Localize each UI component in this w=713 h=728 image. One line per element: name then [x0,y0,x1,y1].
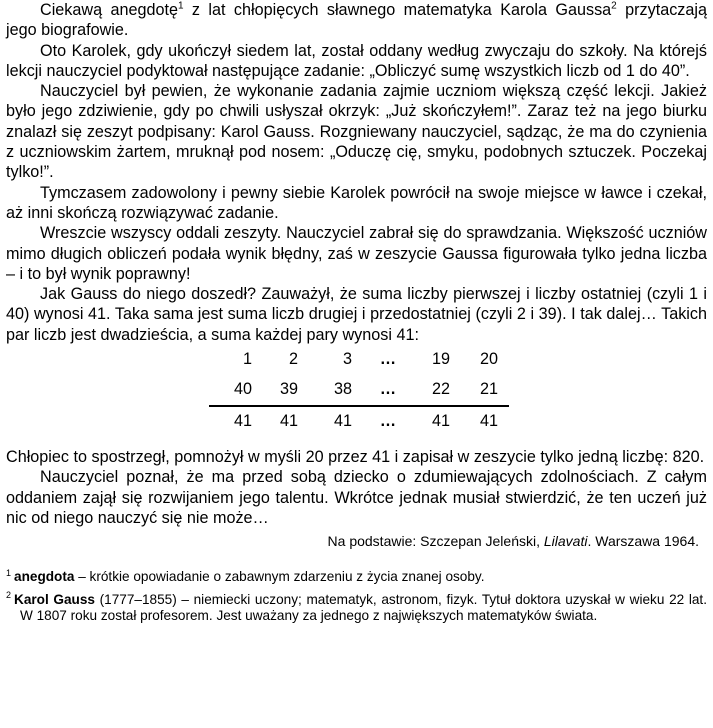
paragraph-5: Wreszcie wszyscy oddali zeszyty. Nauczyciel zabrał się do sprawdzania. Większość uczniów mimo długich obliczeń podała wynik błędny, zaś w zeszycie Gaussa figurowała tylko jedna liczba – i to był wynik poprawny! [6,224,707,283]
paragraph-3: Nauczyciel był pewien, że wykonanie zadania zajmie uczniom większą część lekcji. Jakież było jego zdziwienie, gdy po chwili usłyszał okrzyk: „Już skończyłem!”. Zaraz też na jego biurku znalazł się zeszyt podpisany: Karol Gauss. Rozgniewany nauczyciel, sądząc, że ma do czynienia z uczniowskim żartem, mruknął pod nosem: „Oduczę cię, smyku, podobnych sztuczek. Poczekaj tylko!”. [6,82,707,182]
table-cell: 19 [431,350,450,369]
table-cell: 2 [288,350,298,369]
table-cell: 41 [233,412,252,431]
table-cell-ellipsis: … [379,380,397,399]
footnote-text: (1777–1855) – niemiecki uczony; matematyk, astronom, fizyk. Tytuł doktora uzyskał w wieku 22 lat. W 1807 roku został profesorem. Jest uważany za jednego z największych matematyków świata. [20,591,707,624]
table-cell: 22 [431,380,450,399]
table-row-first [6,349,707,373]
source-suffix: . Warszawa 1964. [587,533,699,550]
footnote-2 [6,592,707,625]
footnote-term: Karol Gauss [14,591,95,607]
paragraph-4: Tymczasem zadowolony i pewny siebie Karolek powrócił na swoje miejsce w ławce i czekał, aż inni skończą rozwiązywać zadanie. [6,183,707,222]
source-citation [6,532,707,551]
table-row-sums [6,411,707,435]
paragraph-7: Chłopiec to spostrzegł, pomnożył w myśli 20 przez 41 i zapisał w zeszycie tylko jedną liczbę: 820. [6,448,705,467]
footnote-ref-2: 2 [611,0,617,12]
paragraph-2: Oto Karolek, gdy ukończył siedem lat, został oddany według zwyczaju do szkoły. Na którejś lekcji nauczyciel podyktował następujące zadanie: „Obliczyć sumę wszystkich liczb od 1 do 40”. [6,41,707,80]
p1-text-a: Ciekawą anegdotę [40,1,178,19]
p1-text-b: z lat chłopięcych sławnego matematyka Karola Gaussa [183,1,612,19]
table-cell: 21 [479,380,498,399]
footnote-ref-1: 1 [177,0,184,12]
footnote-1 [6,569,707,586]
source-title: Lilavati [543,533,588,550]
table-cell: 1 [242,350,252,369]
p1-text-c: przytaczają jego biografowie. [6,1,707,40]
paragraph-8: Nauczyciel poznał, że ma przed sobą dziecko o zdumiewających zdolnościach. Z całym oddaniem zajął się rozwijaniem jego talentu. Wkrótce jednak musiał stwierdzić, że ten uczeń już nic od niego nauczyć się nie może… [6,468,707,527]
table-cell-ellipsis: … [379,412,397,431]
source-prefix: Na podstawie: Szczepan Jeleński, [327,533,544,550]
footnotes [6,569,707,625]
table-cell: 41 [431,412,450,431]
story-text [6,0,707,528]
table-row-second [6,379,707,403]
footnote-text: – krótkie opowiadanie o zabawnym zdarzeniu z życia znanej osoby. [74,569,485,585]
paragraph-1 [6,0,707,41]
table-cell: 3 [342,350,352,369]
footnote-term: anegdota [14,569,75,585]
table-cell-ellipsis: … [379,350,397,369]
table-cell: 39 [279,380,298,399]
sum-table [6,349,707,441]
table-cell: 41 [279,412,298,431]
table-cell: 20 [479,350,498,369]
footnote-number: 1 [6,567,12,578]
footnote-number: 2 [6,590,12,601]
table-cell: 41 [479,412,498,431]
sum-divider-line [209,405,509,407]
table-cell: 41 [333,412,352,431]
table-cell: 38 [333,380,352,399]
paragraph-6: Jak Gauss do niego doszedł? Zauważył, że suma liczby pierwszej i liczby ostatniej (czyli 1 i 40) wynosi 41. Taka sama jest suma liczb drugiej i przedostatniej (czyli 2 i 39). I tak dalej… Takich par liczb jest dwadzieścia, a suma każdej pary wynosi 41: [6,285,707,344]
table-cell: 40 [233,380,252,399]
